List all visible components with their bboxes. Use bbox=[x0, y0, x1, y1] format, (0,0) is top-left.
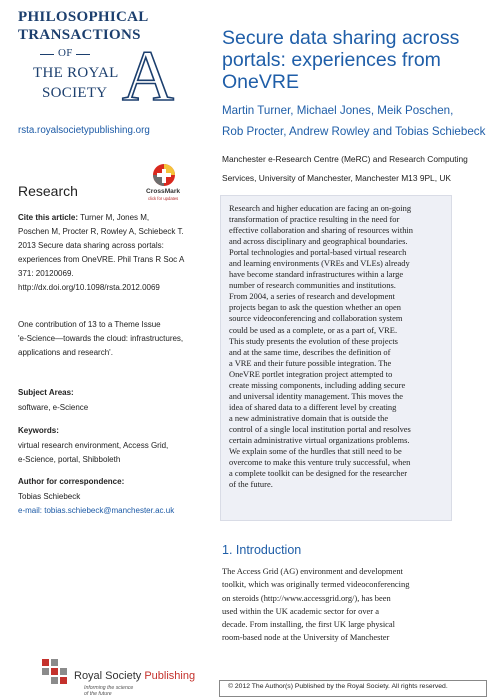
abstract-line: transformation of practice resulting in the need for bbox=[229, 214, 400, 225]
article-affiliation bbox=[222, 153, 487, 185]
abstract-line: number of research communities and institutions. bbox=[229, 280, 396, 291]
abstract-line: effective collaboration and sharing of resources within bbox=[229, 225, 413, 236]
intro-line: toolkit, which was originally termed videoconferencing bbox=[222, 579, 410, 590]
keywords-heading: Keywords: bbox=[18, 426, 59, 435]
crossmark-icon bbox=[144, 162, 184, 190]
journal-logo bbox=[12, 7, 172, 117]
authors-line-1: Martin Turner, Michael Jones, Meik Poschen, bbox=[222, 104, 454, 117]
keywords bbox=[18, 425, 193, 466]
copyright-text: © 2012 The Author(s) Published by the Royal Society. All rights reserved. bbox=[228, 683, 448, 690]
abstract-line: and learning environments (VREs and VLEs) already bbox=[229, 258, 410, 269]
correspondence bbox=[18, 476, 198, 517]
affiliation-line-2: Services, University of Manchester, Manchester M13 9PL, UK bbox=[222, 173, 452, 183]
abstract-line: control of a single local institution portal and resolves bbox=[229, 423, 411, 434]
abstract-line: and across disciplinary and geographical boundaries. bbox=[229, 236, 408, 247]
publisher-logo bbox=[40, 657, 200, 697]
subject-areas bbox=[18, 387, 193, 413]
introduction-heading: 1. Introduction bbox=[222, 543, 302, 557]
citation-text: Turner M, Jones M, bbox=[80, 213, 150, 222]
citation-line-5: 371: 20120069. bbox=[18, 269, 74, 278]
citation-block bbox=[18, 212, 193, 294]
abstract-line: OneVRE portlet integration project attempted to bbox=[229, 368, 393, 379]
affiliation-line-1: Manchester e-Research Centre (MeRC) and Research Computing bbox=[222, 154, 468, 164]
intro-line: room-based node at the University of Manchester bbox=[222, 632, 390, 643]
abstract-line: create missing components, including adding secure bbox=[229, 379, 406, 390]
subject-areas-value: software, e-Science bbox=[18, 402, 89, 412]
abstract-line: Research and higher education are facing an on-going bbox=[229, 203, 412, 213]
publisher-name bbox=[74, 670, 195, 682]
intro-line: used within the UK academic sector for over a bbox=[222, 605, 379, 616]
crossmark-sublabel: click for updates bbox=[148, 196, 179, 201]
abstract-line: From 2004, a series of research and development bbox=[229, 291, 395, 302]
theme-issue-line-1: One contribution of 13 to a Theme Issue bbox=[18, 320, 161, 329]
correspondence-name: Tobias Schiebeck bbox=[18, 491, 81, 501]
keywords-line-1: virtual research environment, Access Grid, bbox=[18, 440, 169, 450]
intro-line: The Access Grid (AG) environment and development bbox=[222, 566, 403, 576]
authors-line-2: Rob Procter, Andrew Rowley and Tobias Schiebeck bbox=[222, 125, 486, 138]
abstract-line: This study presents the evolution of these projects bbox=[229, 335, 398, 346]
citation-label: Cite this article: bbox=[18, 213, 79, 222]
abstract-line: could be used as a complete, or as a part of, VRE. bbox=[229, 324, 398, 335]
correspondence-heading: Author for correspondence: bbox=[18, 477, 125, 486]
theme-issue-line-2: 'e-Science—towards the cloud: infrastructures, bbox=[18, 334, 184, 343]
publisher-tagline-1: Informing the science bbox=[84, 685, 134, 691]
abstract-line: overcome to make this venture truly successful, when bbox=[229, 457, 411, 468]
abstract-line: source videoconferencing and collaboration system bbox=[229, 313, 403, 324]
article-title-line-1: Secure data sharing across bbox=[222, 27, 460, 49]
section-label: Research bbox=[18, 183, 78, 199]
article-title-line-3: OneVRE bbox=[222, 71, 299, 93]
logo-line-philosophical: PHILOSOPHICAL bbox=[18, 9, 149, 25]
abstract-line: of the future. bbox=[229, 479, 273, 490]
theme-issue-line-3: applications and research'. bbox=[18, 348, 113, 357]
logo-line-transactions: TRANSACTIONS bbox=[18, 27, 141, 43]
citation-line-2: Poschen M, Procter R, Rowley A, Schiebeck T. bbox=[18, 227, 184, 236]
abstract-line: projects began to ask the question whether an open bbox=[229, 302, 401, 313]
logo-line-society: SOCIETY bbox=[42, 85, 108, 101]
abstract-line: and at the same time, describes the definition of bbox=[229, 346, 391, 357]
intro-line: on steroids (http://www.accessgrid.org/), has been bbox=[222, 592, 391, 603]
abstract-line: We explain some of the hurdles that still need to be bbox=[229, 446, 402, 457]
logo-letter-a: A bbox=[122, 36, 174, 116]
citation-doi-link[interactable]: http://dx.doi.org/10.1098/rsta.2012.0069 bbox=[18, 283, 160, 292]
publisher-name-part2: Publishing bbox=[144, 670, 196, 682]
citation-line-4: experiences from OneVRE. Phil Trans R Soc A bbox=[18, 255, 185, 264]
abstract-line: a new administrative domain that is outside the bbox=[229, 412, 389, 423]
crossmark-label: CrossMark bbox=[146, 188, 181, 195]
crossmark-badge[interactable] bbox=[144, 162, 184, 202]
abstract-line: have become standard infrastructures within a large bbox=[229, 269, 404, 280]
correspondence-email-link[interactable]: e-mail: tobias.schiebeck@manchester.ac.uk bbox=[18, 506, 175, 515]
keywords-line-2: e-Science, portal, Shibboleth bbox=[18, 455, 121, 464]
abstract-line: idea of shared data to a different level by creating bbox=[229, 401, 397, 412]
publisher-name-part1: Royal Society bbox=[74, 670, 145, 682]
logo-rule-left bbox=[40, 54, 54, 55]
abstract-line: a VRE and their future possible integration. The bbox=[229, 357, 392, 368]
abstract-line: Portal technologies and portal-based virtual research bbox=[229, 247, 407, 258]
logo-rule-right bbox=[76, 54, 90, 55]
logo-line-the-royal: THE ROYAL bbox=[33, 65, 119, 81]
abstract-box bbox=[220, 195, 452, 521]
abstract-line: a complete toolkit can be designed for the researcher bbox=[229, 468, 408, 479]
article-title bbox=[222, 27, 482, 93]
abstract-text bbox=[229, 203, 443, 490]
intro-line: decade. From installing, the first UK large physical bbox=[222, 619, 396, 630]
journal-website-link[interactable]: rsta.royalsocietypublishing.org bbox=[18, 125, 150, 136]
logo-line-of: OF bbox=[58, 47, 73, 59]
citation-line-1 bbox=[18, 212, 193, 224]
theme-issue-note bbox=[18, 319, 193, 359]
article-title-line-2: portals: experiences from bbox=[222, 49, 441, 71]
copyright-box bbox=[219, 680, 487, 697]
abstract-line: and universal identity management. This moves the bbox=[229, 390, 403, 401]
publisher-tagline-2: of the future bbox=[84, 691, 112, 697]
subject-areas-heading: Subject Areas: bbox=[18, 388, 74, 397]
introduction-body bbox=[222, 565, 450, 645]
abstract-line: certain administrative virtual organizations problems. bbox=[229, 434, 410, 445]
publisher-mark-icon bbox=[40, 657, 70, 691]
article-authors bbox=[222, 100, 487, 142]
citation-line-3: 2013 Secure data sharing across portals: bbox=[18, 241, 164, 250]
